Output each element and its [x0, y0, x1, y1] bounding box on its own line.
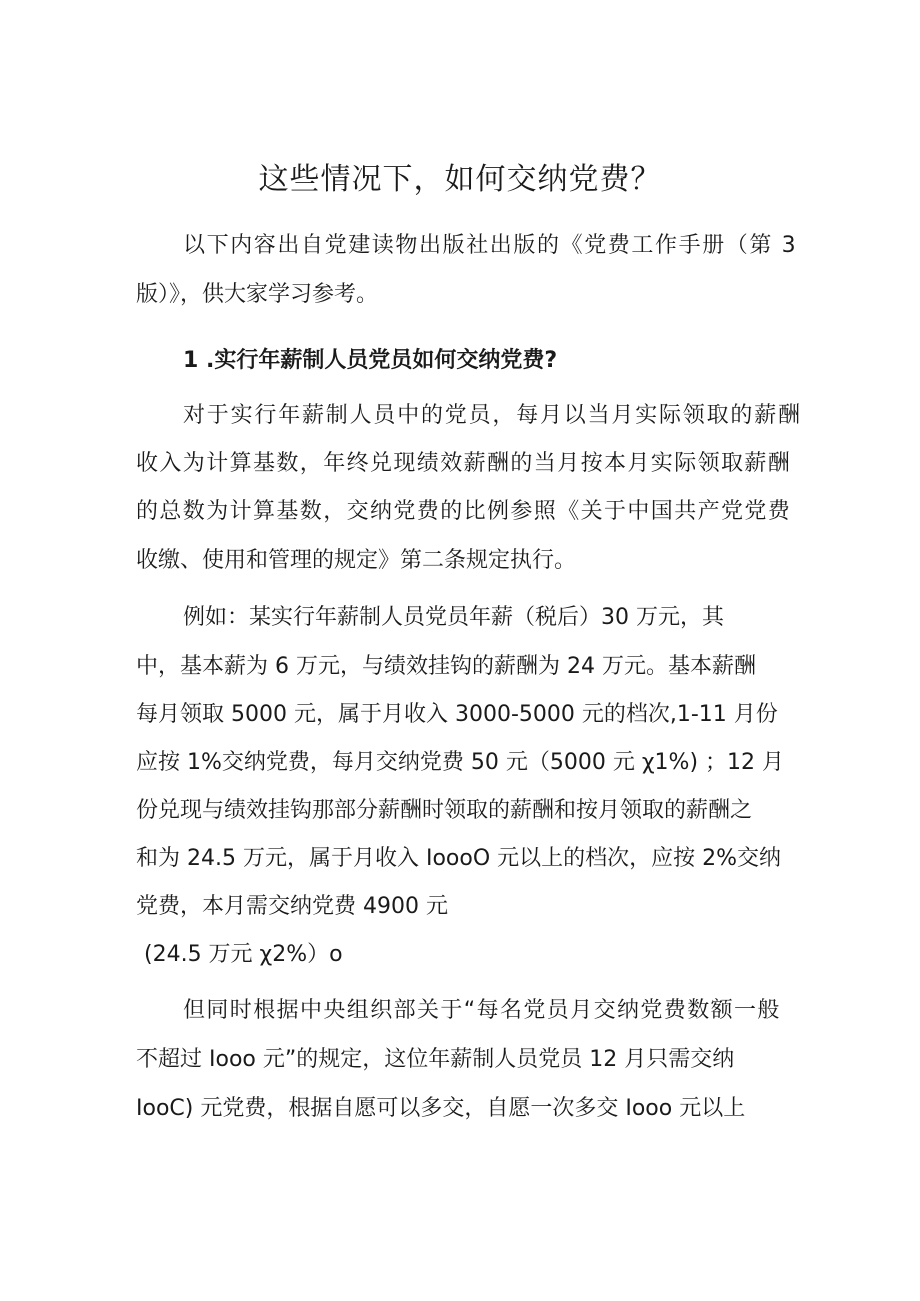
paragraph-line: 份兑现与绩效挂钩那部分薪酬时领取的薪酬和按月领取的薪酬之	[136, 798, 753, 823]
paragraph-line: 和为 24.5 万元，属于月收入 IoooO 元以上的档次，应按 2%交纳	[136, 846, 782, 871]
paragraph-line: 收缴、使用和管理的规定》第二条规定执行。	[136, 548, 577, 573]
paragraph-line: IooC) 元党费，根据自愿可以多交，自愿一次多交 Iooo 元以上	[136, 1096, 746, 1121]
paragraph-line: 中，基本薪为 6 万元，与绩效挂钩的薪酬为 24 万元。基本薪酬	[136, 654, 756, 679]
paragraph-line: 应按 1%交纳党费，每月交纳党费 50 元（5000 元 χ1%) ；12 月	[136, 750, 785, 775]
paragraph-line: 例如：某实行年薪制人员党员年薪（税后）30 万元，其	[183, 605, 724, 630]
paragraph-line: (24.5 万元 χ2%）o	[144, 942, 343, 967]
paragraph-line: 收入为计算基数，年终兑现绩效薪酬的当月按本月实际领取薪酬	[136, 451, 792, 476]
paragraph-line: 每月领取 5000 元，属于月收入 3000-5000 元的档次,1-11 月份	[136, 702, 778, 727]
paragraph-line: 以下内容出自党建读物出版社出版的《党费工作手册（第 3	[183, 233, 798, 258]
paragraph-line: 不超过 Iooo 元”的规定，这位年薪制人员党员 12 月只需交纳	[136, 1047, 735, 1072]
paragraph-line: 但同时根据中央组织部关于“每名党员月交纳党费数额一般	[183, 998, 781, 1023]
paragraph-line: 版）》，供大家学习参考。	[136, 282, 379, 307]
paragraph-line: 党费，本月需交纳党费 4900 元	[136, 894, 448, 919]
paragraph-line: 的总数为计算基数，交纳党费的比例参照《关于中国共产党党费	[136, 499, 792, 524]
document-title: 这些情况下，如何交纳党费？	[258, 162, 662, 197]
paragraph-line: 对于实行年薪制人员中的党员，每月以当月实际领取的薪酬	[183, 403, 802, 428]
section-heading: 1 .实行年薪制人员党员如何交纳党费?	[183, 348, 558, 373]
